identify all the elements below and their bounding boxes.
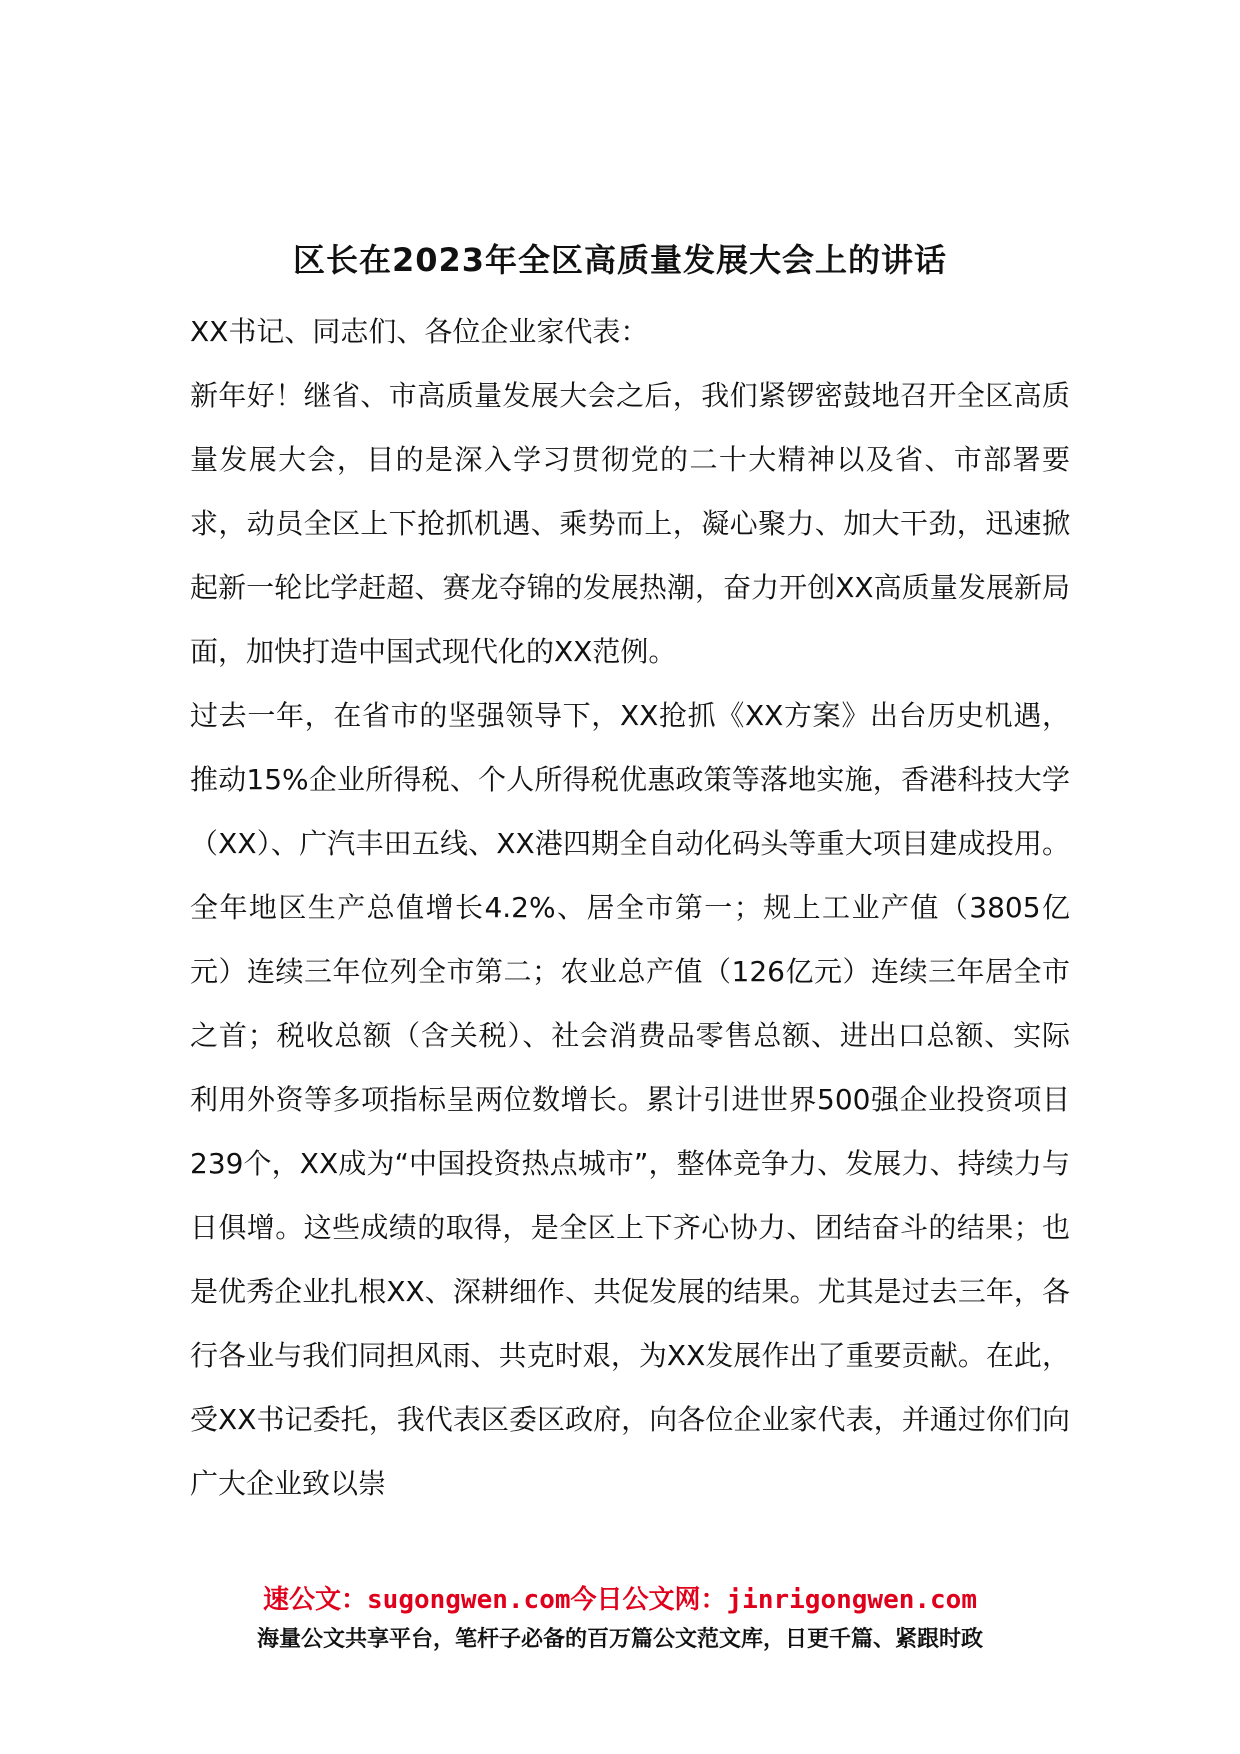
footer-tagline: 海量公文共享平台，笔杆子必备的百万篇公文范文库，日更千篇、紧跟时政: [256, 1627, 983, 1652]
brand1-link[interactable]: sugongwen.com: [367, 1585, 571, 1615]
brand2-label: 今日公文网：: [570, 1585, 727, 1615]
brand1-label: 速公文：: [263, 1585, 368, 1615]
document-body: [190, 300, 1070, 1516]
salutation: XX书记、同志们、各位企业家代表：: [190, 315, 649, 348]
brand2-link[interactable]: jinrigongwen.com: [726, 1585, 977, 1615]
paragraph-1: 新年好！继省、市高质量发展大会之后，我们紧锣密鼓地召开全区高质量发展大会，目的是深入学习贯彻党的二十大精神以及省、市部署要求，动员全区上下抢抓机遇、乘势而上，凝心聚力、加大干劲，迅速掀起新一轮比学赶超、赛龙夺锦的发展热潮，奋力开创XX高质量发展新局面，加快打造中国式现代化的XX范例。: [190, 379, 1070, 668]
footer-brand-line: [0, 1581, 1240, 1619]
footer: [0, 1581, 1240, 1657]
paragraph-2: 过去一年，在省市的坚强领导下，XX抢抓《XX方案》出台历史机遇，推动15%企业所得税、个人所得税优惠政策等落地实施，香港科技大学（XX）、广汽丰田五线、XX港四期全自动化码头等重大项目建成投用。全年地区生产总值增长4.2%、居全市第一；规上工业产值（3805亿元）连续三年位列全市第二；农业总产值（126亿元）连续三年居全市之首；税收总额（含关税）、社会消费品零售总额、进出口总额、实际利用外资等多项指标呈两位数增长。累计引进世界500强企业投资项目239个，XX成为“中国投资热点城市”，整体竞争力、发展力、持续力与日俱增。这些成绩的取得，是全区上下齐心协力、团结奋斗的结果；也是优秀企业扎根XX、深耕细作、共促发展的结果。尤其是过去三年，各行各业与我们同担风雨、共克时艰，为XX发展作出了重要贡献。在此，受XX书记委托，我代表区委区政府，向各位企业家代表，并通过你们向广大企业致以崇: [190, 699, 1070, 1500]
page-title: 区长在2023年全区高质量发展大会上的讲话: [292, 241, 948, 279]
